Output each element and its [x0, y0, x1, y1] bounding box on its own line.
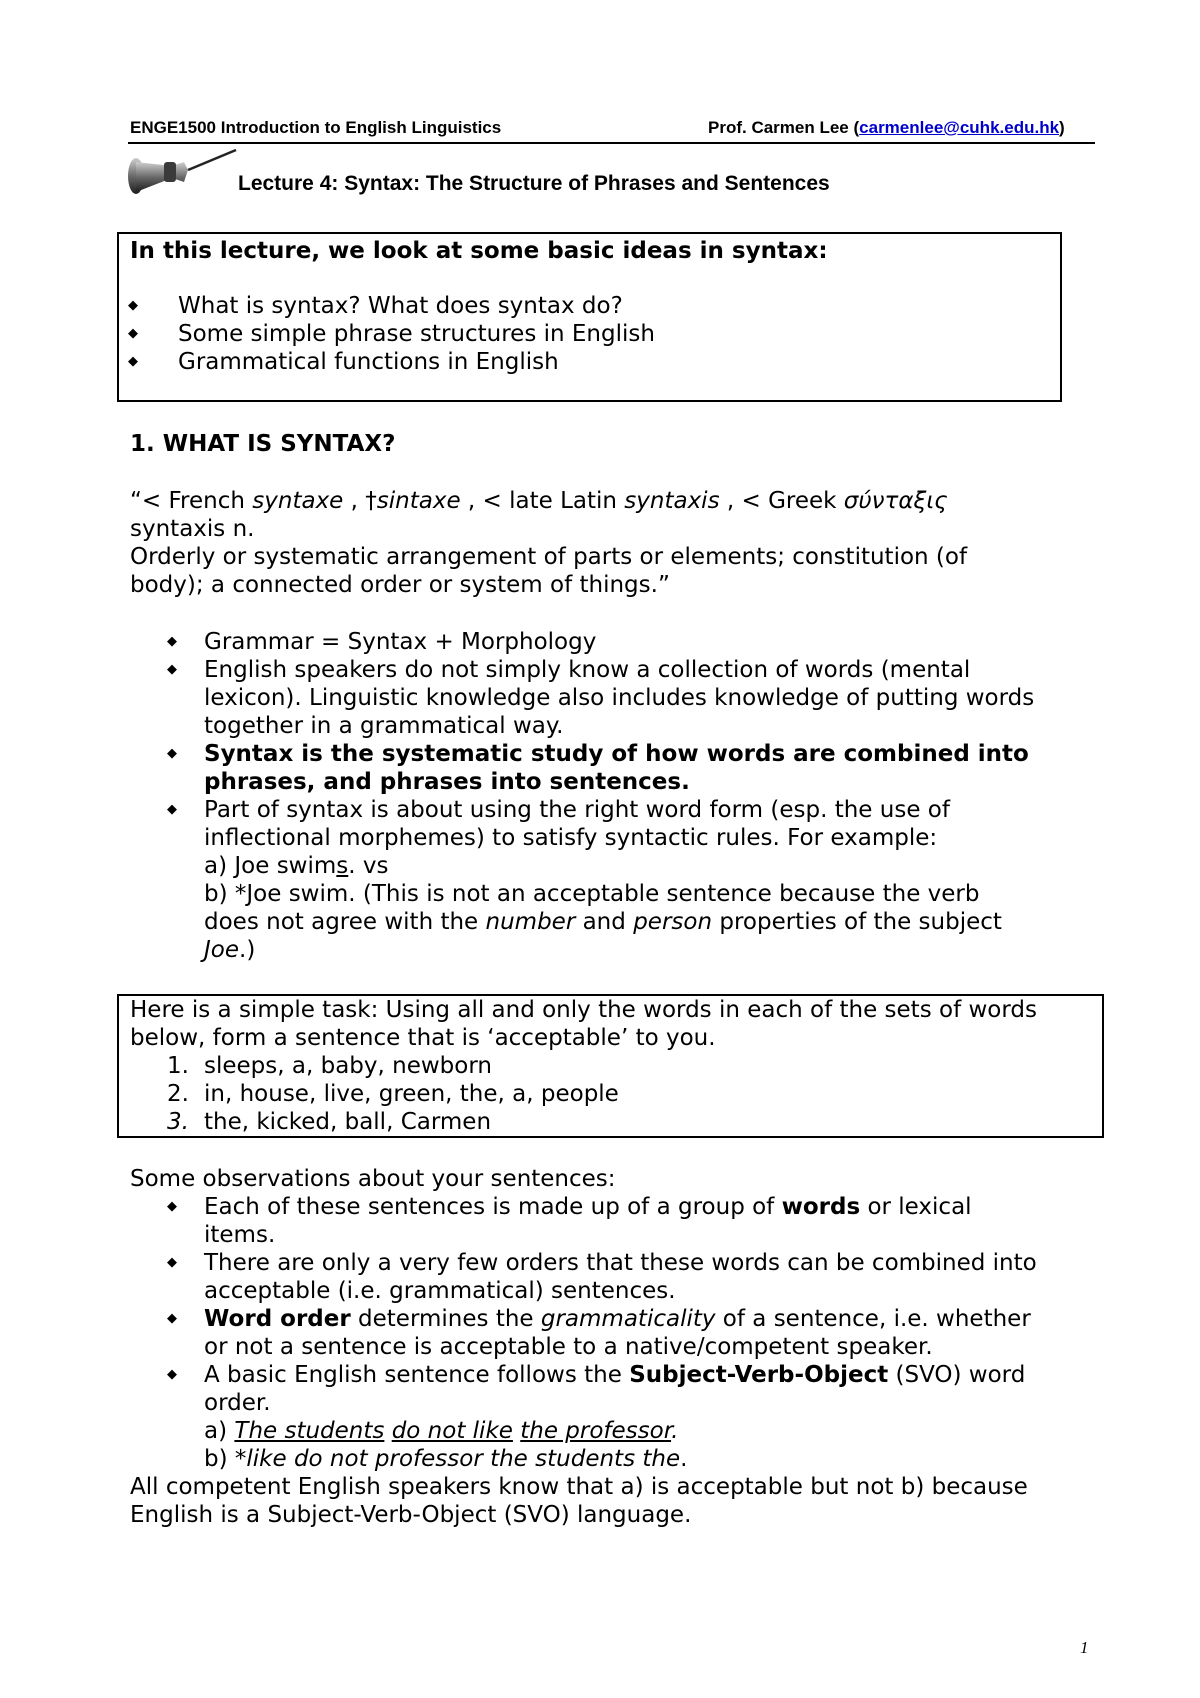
syntax-definition: phrases, and phrases into sentences.	[204, 769, 690, 795]
task-item-number: 1.	[167, 1053, 189, 1079]
task-instruction: Here is a simple task: Using all and only the words in each of the sets of words	[130, 997, 1037, 1023]
example-text: does not agree with the	[204, 909, 486, 935]
observation-2: There are only a very few orders that these words can be combined into	[204, 1250, 1037, 1276]
example-label: b)	[204, 1446, 235, 1472]
course-title: ENGE1500 Introduction to English Linguistics	[130, 118, 502, 137]
bullet-icon: ◆	[167, 1311, 177, 1326]
task-item-number: 2.	[167, 1081, 189, 1107]
professor-name: Prof. Carmen Lee (	[708, 118, 860, 137]
etym-word: sintaxe	[376, 488, 461, 514]
syntax-bullet: English speakers do not simply know a collection of words (mental	[204, 657, 971, 683]
email-link[interactable]: carmenlee@cuhk.edu.hk	[859, 118, 1060, 137]
etym-text: , < Greek	[719, 488, 844, 514]
syntax-bullet: lexicon). Linguistic knowledge also includes knowledge of putting words	[204, 685, 1035, 711]
professor-suffix: )	[1059, 118, 1065, 137]
header-divider	[128, 142, 1095, 144]
obs-text: A basic English sentence follows the	[204, 1362, 630, 1388]
etym-word: syntaxis	[624, 488, 720, 514]
example-text: a) Joe swim	[204, 853, 337, 879]
task-item-number: 3.	[167, 1109, 189, 1135]
conclusion: English is a Subject-Verb-Object (SVO) language.	[130, 1502, 692, 1528]
obs-text: or lexical	[860, 1194, 972, 1220]
example-label: a)	[204, 1418, 235, 1444]
obs-bold: Subject-Verb-Object	[629, 1362, 889, 1388]
syntax-definition: Syntax is the systematic study of how words are combined into	[204, 741, 1029, 767]
subject-phrase: The students	[234, 1418, 385, 1444]
task-item: in, house, live, green, the, a, people	[204, 1081, 619, 1107]
etymology-line	[130, 487, 948, 515]
intro-bullet: What is syntax? What does syntax do?	[178, 293, 623, 319]
example-text: properties of the subject	[712, 909, 1002, 935]
etym-word: syntaxe	[252, 488, 344, 514]
bullet-icon: ◆	[167, 1367, 177, 1382]
svo-example-b	[204, 1445, 687, 1473]
syntax-bullet: together in a grammatical way.	[204, 713, 564, 739]
verb-phrase: do not like	[391, 1418, 513, 1444]
syntax-bullet: Part of syntax is about using the right word form (esp. the use of	[204, 797, 950, 823]
section-heading: 1. WHAT IS SYNTAX?	[130, 431, 396, 457]
space	[384, 1418, 391, 1444]
observation-3-cont: or not a sentence is acceptable to a native/competent speaker.	[204, 1334, 933, 1360]
emphasis-person: person	[633, 909, 713, 935]
observation-2-cont: acceptable (i.e. grammatical) sentences.	[204, 1278, 676, 1304]
example-b-cont	[204, 908, 1002, 936]
bullet-icon: ◆	[167, 802, 177, 817]
bullet-icon: ◆	[167, 1199, 177, 1214]
emphasis-joe: Joe	[204, 937, 240, 963]
definition-line: Orderly or systematic arrangement of parts or elements; constitution (of	[130, 544, 968, 570]
bullet-icon: ◆	[167, 662, 177, 677]
example-b: b) *Joe swim. (This is not an acceptable sentence because the verb	[204, 881, 980, 907]
obs-italic: grammaticality	[540, 1306, 716, 1332]
professor-contact	[708, 118, 1065, 138]
lecture-title: Lecture 4: Syntax: The Structure of Phrases and Sentences	[238, 172, 830, 195]
obs-bold: Word order	[204, 1306, 351, 1332]
example-text: and	[575, 909, 634, 935]
ungrammatical-sentence: *like do not professor the students the	[234, 1446, 681, 1472]
bullet-icon: ◆	[128, 298, 138, 313]
obs-text: determines the	[350, 1306, 541, 1332]
example-text: .)	[239, 937, 256, 963]
bullet-icon: ◆	[167, 746, 177, 761]
example-b-end	[204, 936, 255, 964]
bullet-icon: ◆	[167, 1255, 177, 1270]
etym-word: σύνταξις	[843, 488, 948, 514]
intro-bullet: Grammatical functions in English	[178, 349, 559, 375]
etym-text: , †	[343, 488, 377, 514]
definition-line: body); a connected order or system of things.”	[130, 572, 670, 598]
etymology-line: syntaxis n.	[130, 516, 255, 542]
page-number: 1	[1080, 1638, 1089, 1657]
etym-text: , < late Latin	[460, 488, 625, 514]
etym-text: “< French	[130, 488, 253, 514]
intro-bullet: Some simple phrase structures in English	[178, 321, 655, 347]
conclusion: All competent English speakers know that a) is acceptable but not b) because	[130, 1474, 1028, 1500]
suffix-highlight: s	[336, 853, 349, 879]
bullet-icon: ◆	[128, 326, 138, 341]
intro-heading: In this lecture, we look at some basic ideas in syntax:	[130, 238, 828, 264]
emphasis-number: number	[485, 909, 576, 935]
observation-3	[204, 1305, 1031, 1333]
obs-text: Each of these sentences is made up of a group of	[204, 1194, 782, 1220]
obs-bold: words	[781, 1194, 861, 1220]
observation-1-cont: items.	[204, 1222, 276, 1248]
example-a	[204, 852, 389, 880]
example-text: . vs	[348, 853, 389, 879]
obs-text: (SVO) word	[888, 1362, 1026, 1388]
example-end: .	[680, 1446, 688, 1472]
syntax-bullet: Grammar = Syntax + Morphology	[204, 629, 597, 655]
observation-4	[204, 1361, 1025, 1389]
observation-1	[204, 1193, 972, 1221]
example-end: .	[671, 1418, 679, 1444]
observation-4-cont: order.	[204, 1390, 271, 1416]
task-instruction: below, form a sentence that is ‘acceptable’ to you.	[130, 1025, 716, 1051]
task-item: the, kicked, ball, Carmen	[204, 1109, 492, 1135]
bullet-icon: ◆	[167, 634, 177, 649]
object-phrase: the professor	[520, 1418, 672, 1444]
pushpin-icon	[126, 148, 238, 198]
syntax-bullet: inflectional morphemes) to satisfy syntactic rules. For example:	[204, 825, 938, 851]
observations-intro: Some observations about your sentences:	[130, 1166, 616, 1192]
obs-text: of a sentence, i.e. whether	[715, 1306, 1031, 1332]
task-item: sleeps, a, baby, newborn	[204, 1053, 492, 1079]
svo-example-a	[204, 1417, 678, 1445]
bullet-icon: ◆	[128, 354, 138, 369]
